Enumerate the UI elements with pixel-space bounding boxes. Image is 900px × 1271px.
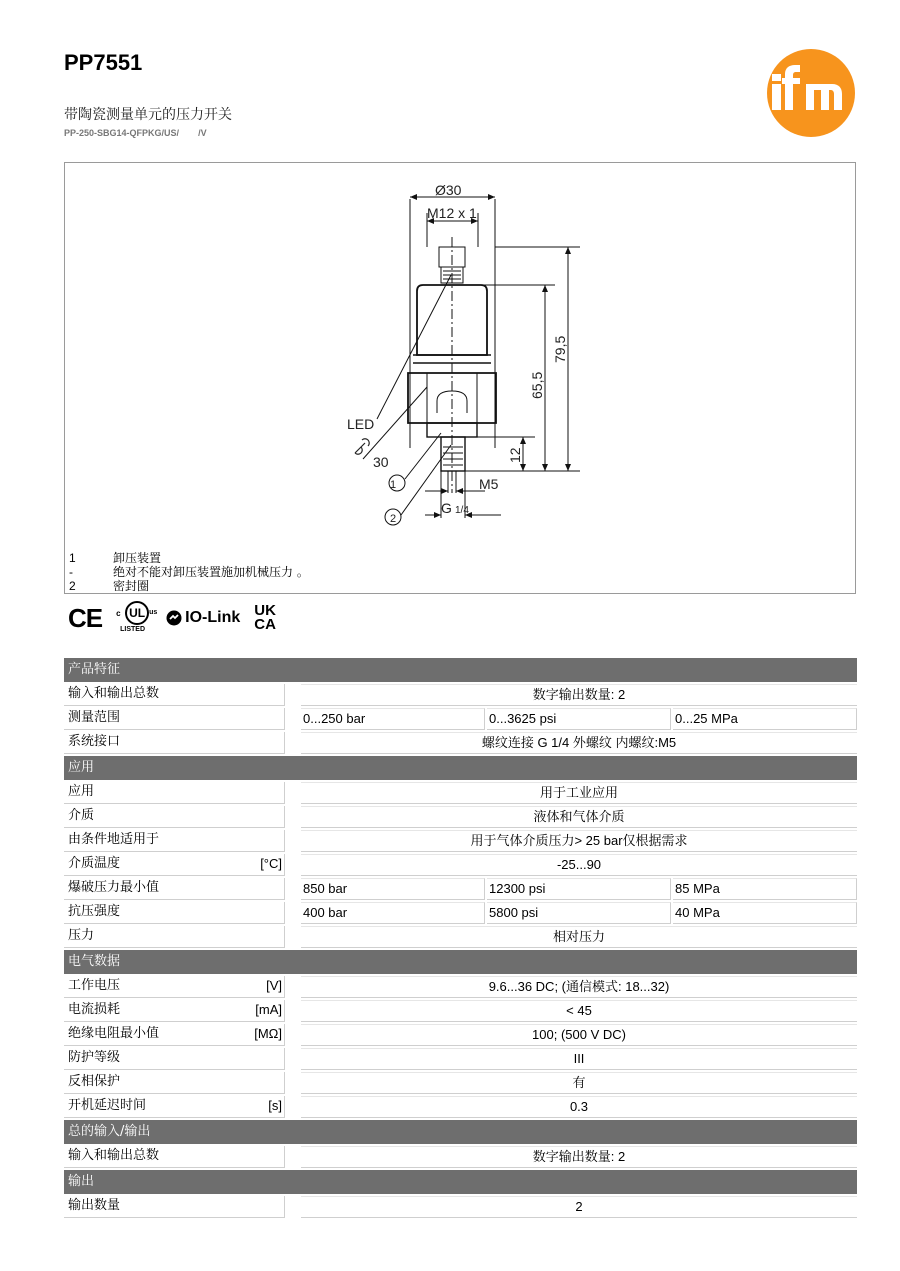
note-text: 卸压装置 [113,551,162,565]
spec-label-cell [64,926,284,948]
spec-row [64,1048,857,1070]
part-number-main: PP-250-SBG14-QFPKG/US/ [64,128,180,138]
spec-label: 测量范围 [68,710,121,725]
ukca-bottom: CA [254,616,276,633]
note-text: 密封圈 [113,579,150,593]
dimension-drawing [64,162,856,594]
dimension-drawing-svg [65,163,857,595]
spec-value: 12300 psi [487,878,671,900]
spec-value: 2 [301,1196,857,1218]
spec-value: < 45 [301,1000,857,1022]
spec-label-cell [64,782,284,804]
spec-value: 5800 psi [487,902,671,924]
ul-c: c [116,609,121,618]
spec-row [64,1000,857,1022]
spec-row [64,878,857,900]
spec-row [64,684,857,706]
spec-row [64,782,857,804]
certification-marks [68,598,276,638]
label-m5: M5 [479,476,499,492]
drawing-notes [69,551,309,593]
spec-label: 输出数量 [68,1198,121,1213]
spec-value: 螺纹连接 G 1/4 外螺纹 内螺纹:M5 [301,732,857,754]
spec-label-cell [64,1072,284,1094]
note-number: 1 [69,551,76,565]
spec-value: 数字输出数量: 2 [301,684,857,706]
ul-listed-mark: UL c us LISTED [116,599,152,637]
io-link-mark [166,609,240,627]
spec-unit: [V] [266,978,282,993]
section-header: 电气数据 [64,950,857,974]
section-header: 产品特征 [64,658,857,682]
ul-us: us [149,609,158,616]
spec-row [64,902,857,924]
note-text: 绝对不能对卸压装置施加机械压力 。 [113,565,309,579]
spec-label: 由条件地适用于 [68,832,160,847]
spec-label-cell [64,684,284,706]
spec-value: 400 bar [301,902,485,924]
spec-value: -25...90 [301,854,857,876]
wrench-icon [355,439,369,454]
spec-values [301,878,857,900]
spec-label-cell [64,708,284,730]
spec-label-cell [64,1048,284,1070]
spec-label-cell [64,806,284,828]
note-number: 2 [69,579,76,593]
section-header: 总的输入/输出 [64,1120,857,1144]
spec-label-cell [64,976,284,998]
product-subtitle: 带陶瓷测量单元的压力开关 [64,107,232,123]
spec-label-cell [64,1146,284,1168]
spec-label: 输入和输出总数 [68,686,160,701]
io-link-icon [166,610,182,626]
dim-diameter: Ø30 [435,182,462,198]
label-g: G [441,500,452,516]
spec-row [64,926,857,948]
ul-listed: LISTED [120,626,146,633]
spec-row [64,976,857,998]
label-led: LED [347,416,375,432]
spec-unit: [s] [268,1098,282,1113]
spec-label: 电流损耗 [68,1002,121,1017]
ce-mark: CE [68,602,103,633]
spec-row [64,1072,857,1094]
ukca-mark [254,604,276,632]
section-header: 应用 [64,756,857,780]
note-number: - [69,565,73,579]
section-header: 输出 [64,1170,857,1194]
spec-label: 介质温度 [68,856,121,871]
spec-unit: [°C] [260,856,282,871]
spec-value: 0...25 MPa [673,708,857,730]
callout-1: 1 [389,479,397,491]
spec-label-cell [64,878,284,900]
spec-row [64,1146,857,1168]
spec-label-cell [64,854,284,876]
spec-label: 介质 [68,808,95,823]
dim-thread-top: M12 x 1 [427,205,477,221]
product-title: PP7551 [64,50,143,75]
spec-unit: [MΩ] [254,1026,282,1041]
spec-row [64,1096,857,1118]
note-row [69,579,309,593]
spec-value: 85 MPa [673,878,857,900]
spec-label: 工作电压 [68,978,121,993]
spec-label-cell [64,1000,284,1022]
spec-label: 应用 [68,784,95,799]
callout-2: 2 [389,513,397,525]
spec-row [64,854,857,876]
dim-total-length: 79,5 [552,335,568,363]
spec-row [64,732,857,754]
spec-value: 相对压力 [301,926,857,948]
spec-label: 绝缘电阻最小值 [68,1026,160,1041]
spec-value: 0...250 bar [301,708,485,730]
spec-value: 用于工业应用 [301,782,857,804]
spec-label: 抗压强度 [68,904,121,919]
spec-value: 40 MPa [673,902,857,924]
spec-label-cell [64,902,284,924]
part-number [64,128,207,138]
spec-label: 压力 [68,928,95,943]
dim-bottom-length: 12 [507,447,523,463]
spec-value: 850 bar [301,878,485,900]
spec-values [301,902,857,924]
label-g-fraction: 1/4 [455,505,469,516]
dim-mid-length: 65,5 [529,371,545,399]
spec-value: 数字输出数量: 2 [301,1146,857,1168]
spec-value: III [301,1048,857,1070]
spec-value: 液体和气体介质 [301,806,857,828]
spec-label-cell [64,1096,284,1118]
spec-label: 防护等级 [68,1050,121,1065]
io-link-text: IO-Link [185,609,241,626]
spec-label: 开机延迟时间 [68,1098,147,1113]
spec-value: 有 [301,1072,857,1094]
spec-row [64,1196,857,1218]
spec-value: 0...3625 psi [487,708,671,730]
spec-row [64,806,857,828]
spec-value: 100; (500 V DC) [301,1024,857,1046]
spec-label-cell [64,1196,284,1218]
note-row [69,551,309,565]
label-wrench-size: 30 [373,454,389,470]
spec-row [64,1024,857,1046]
spec-label: 爆破压力最小值 [68,880,160,895]
ukca-top: UK [254,602,276,619]
spec-label: 反相保护 [68,1074,121,1089]
spec-unit: [mA] [255,1002,282,1017]
ifm-logo [766,48,856,138]
spec-values [301,708,857,730]
spec-row [64,708,857,730]
spec-label: 输入和输出总数 [68,1148,160,1163]
part-number-suffix: /V [198,128,207,138]
note-row [69,565,309,579]
spec-label: 系统接口 [68,734,121,749]
spec-label-cell [64,732,284,754]
spec-value: 用于气体介质压力> 25 bar仅根据需求 [301,830,857,852]
spec-label-cell [64,1024,284,1046]
spec-label-cell [64,830,284,852]
specification-table [64,658,857,1220]
spec-value: 0.3 [301,1096,857,1118]
spec-row [64,830,857,852]
spec-value: 9.6...36 DC; (通信模式: 18...32) [301,976,857,998]
